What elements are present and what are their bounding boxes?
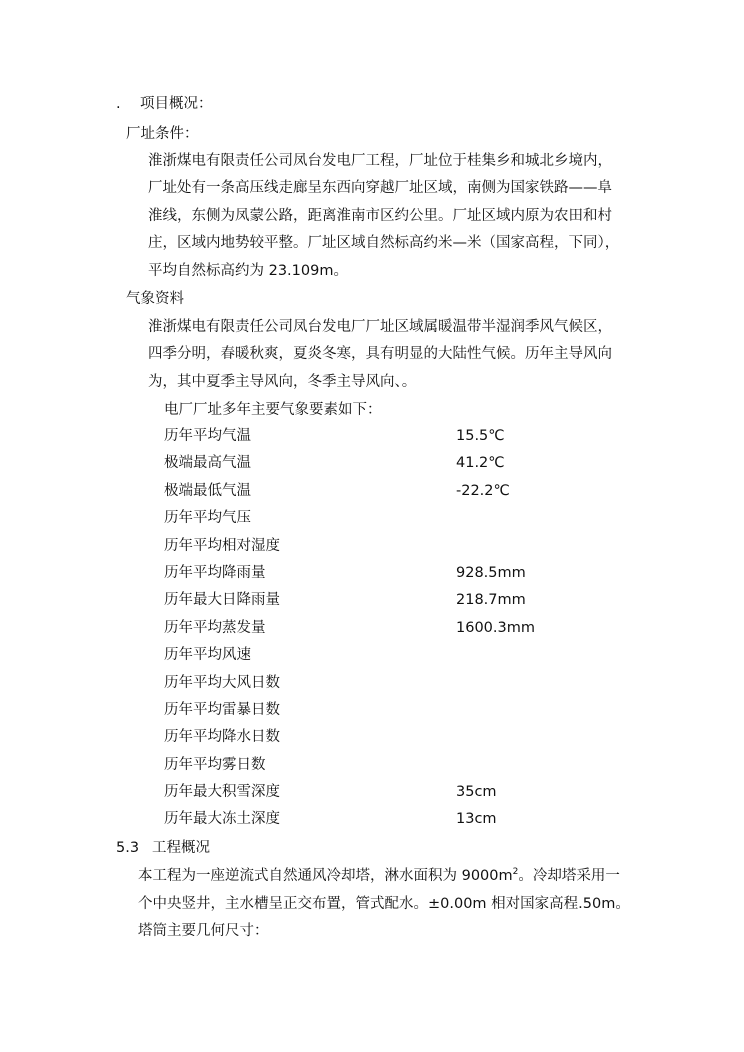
weather-row bbox=[164, 508, 584, 535]
weather-row bbox=[164, 645, 584, 672]
section-heading-overview bbox=[116, 94, 213, 114]
weather-item-value: 41.2℃ bbox=[456, 455, 505, 472]
weather-row bbox=[164, 563, 584, 590]
site-paragraph-line: 厂址处有一条高压线走廊呈东西向穿越厂址区域，南侧为国家铁路——阜 bbox=[148, 180, 612, 196]
engineering-text: 本工程为一座逆流式自然通风冷却塔，淋水面积为 9000m bbox=[138, 868, 513, 884]
weather-row bbox=[164, 755, 584, 782]
weather-heading: 气象资料 bbox=[126, 291, 184, 307]
weather-item-name: 极端最高气温 bbox=[164, 455, 251, 472]
weather-row bbox=[164, 453, 584, 480]
weather-table-intro: 电厂厂址多年主要气象要素如下： bbox=[164, 402, 382, 418]
superscript: 2 bbox=[512, 867, 519, 877]
weather-row bbox=[164, 481, 584, 508]
weather-item-value: -22.2℃ bbox=[456, 482, 510, 499]
site-paragraph-line: 庄，区域内地势较平整。厂址区域自然标高约米—米（国家高程，下同）， bbox=[148, 235, 620, 251]
weather-item-value: 15.5℃ bbox=[456, 428, 505, 444]
weather-row bbox=[164, 700, 584, 727]
weather-item-name: 历年平均气压 bbox=[164, 510, 251, 527]
weather-item-value: 35cm bbox=[456, 784, 497, 801]
weather-item-name: 历年平均大风日数 bbox=[164, 674, 280, 691]
section-title: 工程概况 bbox=[152, 840, 210, 856]
weather-item-name: 历年平均蒸发量 bbox=[164, 619, 266, 636]
weather-row bbox=[164, 809, 584, 836]
weather-item-name: 历年平均雾日数 bbox=[164, 756, 266, 773]
site-paragraph-line: 平均自然标高约为 23.109m。 bbox=[148, 263, 348, 279]
weather-item-name: 历年平均降水日数 bbox=[164, 729, 280, 746]
weather-item-value: 1600.3mm bbox=[456, 619, 535, 636]
engineering-heading bbox=[116, 838, 210, 858]
weather-row bbox=[164, 782, 584, 809]
engineering-paragraph-line: 个中央竖井，主水槽呈正交布置，管式配水。±0.00m 相对国家高程.50m。 bbox=[138, 896, 630, 912]
weather-row bbox=[164, 727, 584, 754]
weather-item-name: 历年最大日降雨量 bbox=[164, 592, 280, 609]
weather-item-name: 历年平均雷暴日数 bbox=[164, 701, 280, 718]
weather-item-name: 历年最大冻土深度 bbox=[164, 811, 280, 828]
weather-item-name: 历年平均风速 bbox=[164, 647, 251, 664]
weather-row bbox=[164, 590, 584, 617]
weather-item-name: 历年平均气温 bbox=[164, 428, 251, 444]
engineering-paragraph-line bbox=[138, 866, 620, 886]
engineering-text: 。冷却塔采用一 bbox=[518, 868, 620, 884]
weather-item-name: 极端最低气温 bbox=[164, 482, 251, 499]
weather-row bbox=[164, 673, 584, 700]
weather-row bbox=[164, 536, 584, 563]
weather-item-value: 13cm bbox=[456, 811, 497, 828]
site-conditions-heading: 厂址条件： bbox=[126, 126, 199, 142]
engineering-paragraph-line: 塔筒主要几何尺寸： bbox=[138, 923, 269, 939]
weather-paragraph-line: 为，其中夏季主导风向，冬季主导风向、。 bbox=[148, 374, 417, 390]
weather-table bbox=[164, 426, 584, 837]
site-paragraph-line: 淮浙煤电有限责任公司凤台发电厂工程，厂址位于桂集乡和城北乡境内， bbox=[148, 153, 612, 169]
weather-row bbox=[164, 618, 584, 645]
weather-paragraph-line: 淮浙煤电有限责任公司凤台发电厂厂址区域属暖温带半湿润季风气候区， bbox=[148, 319, 612, 335]
weather-item-name: 历年最大积雪深度 bbox=[164, 784, 280, 801]
weather-row bbox=[164, 426, 584, 453]
weather-item-value: 218.7mm bbox=[456, 592, 526, 609]
weather-item-name: 历年平均相对湿度 bbox=[164, 537, 280, 554]
weather-item-name: 历年平均降雨量 bbox=[164, 564, 266, 581]
weather-paragraph-line: 四季分明，春暖秋爽，夏炎冬寒，具有明显的大陆性气候。历年主导风向 bbox=[148, 346, 612, 362]
section-number: 5.3 bbox=[116, 840, 140, 856]
section-marker: . bbox=[116, 96, 121, 112]
section-title: 项目概况： bbox=[140, 96, 213, 112]
site-paragraph-line: 淮线，东侧为凤蒙公路，距离淮南市区约公里。厂址区域内原为农田和村 bbox=[148, 208, 612, 224]
weather-item-value: 928.5mm bbox=[456, 564, 526, 581]
